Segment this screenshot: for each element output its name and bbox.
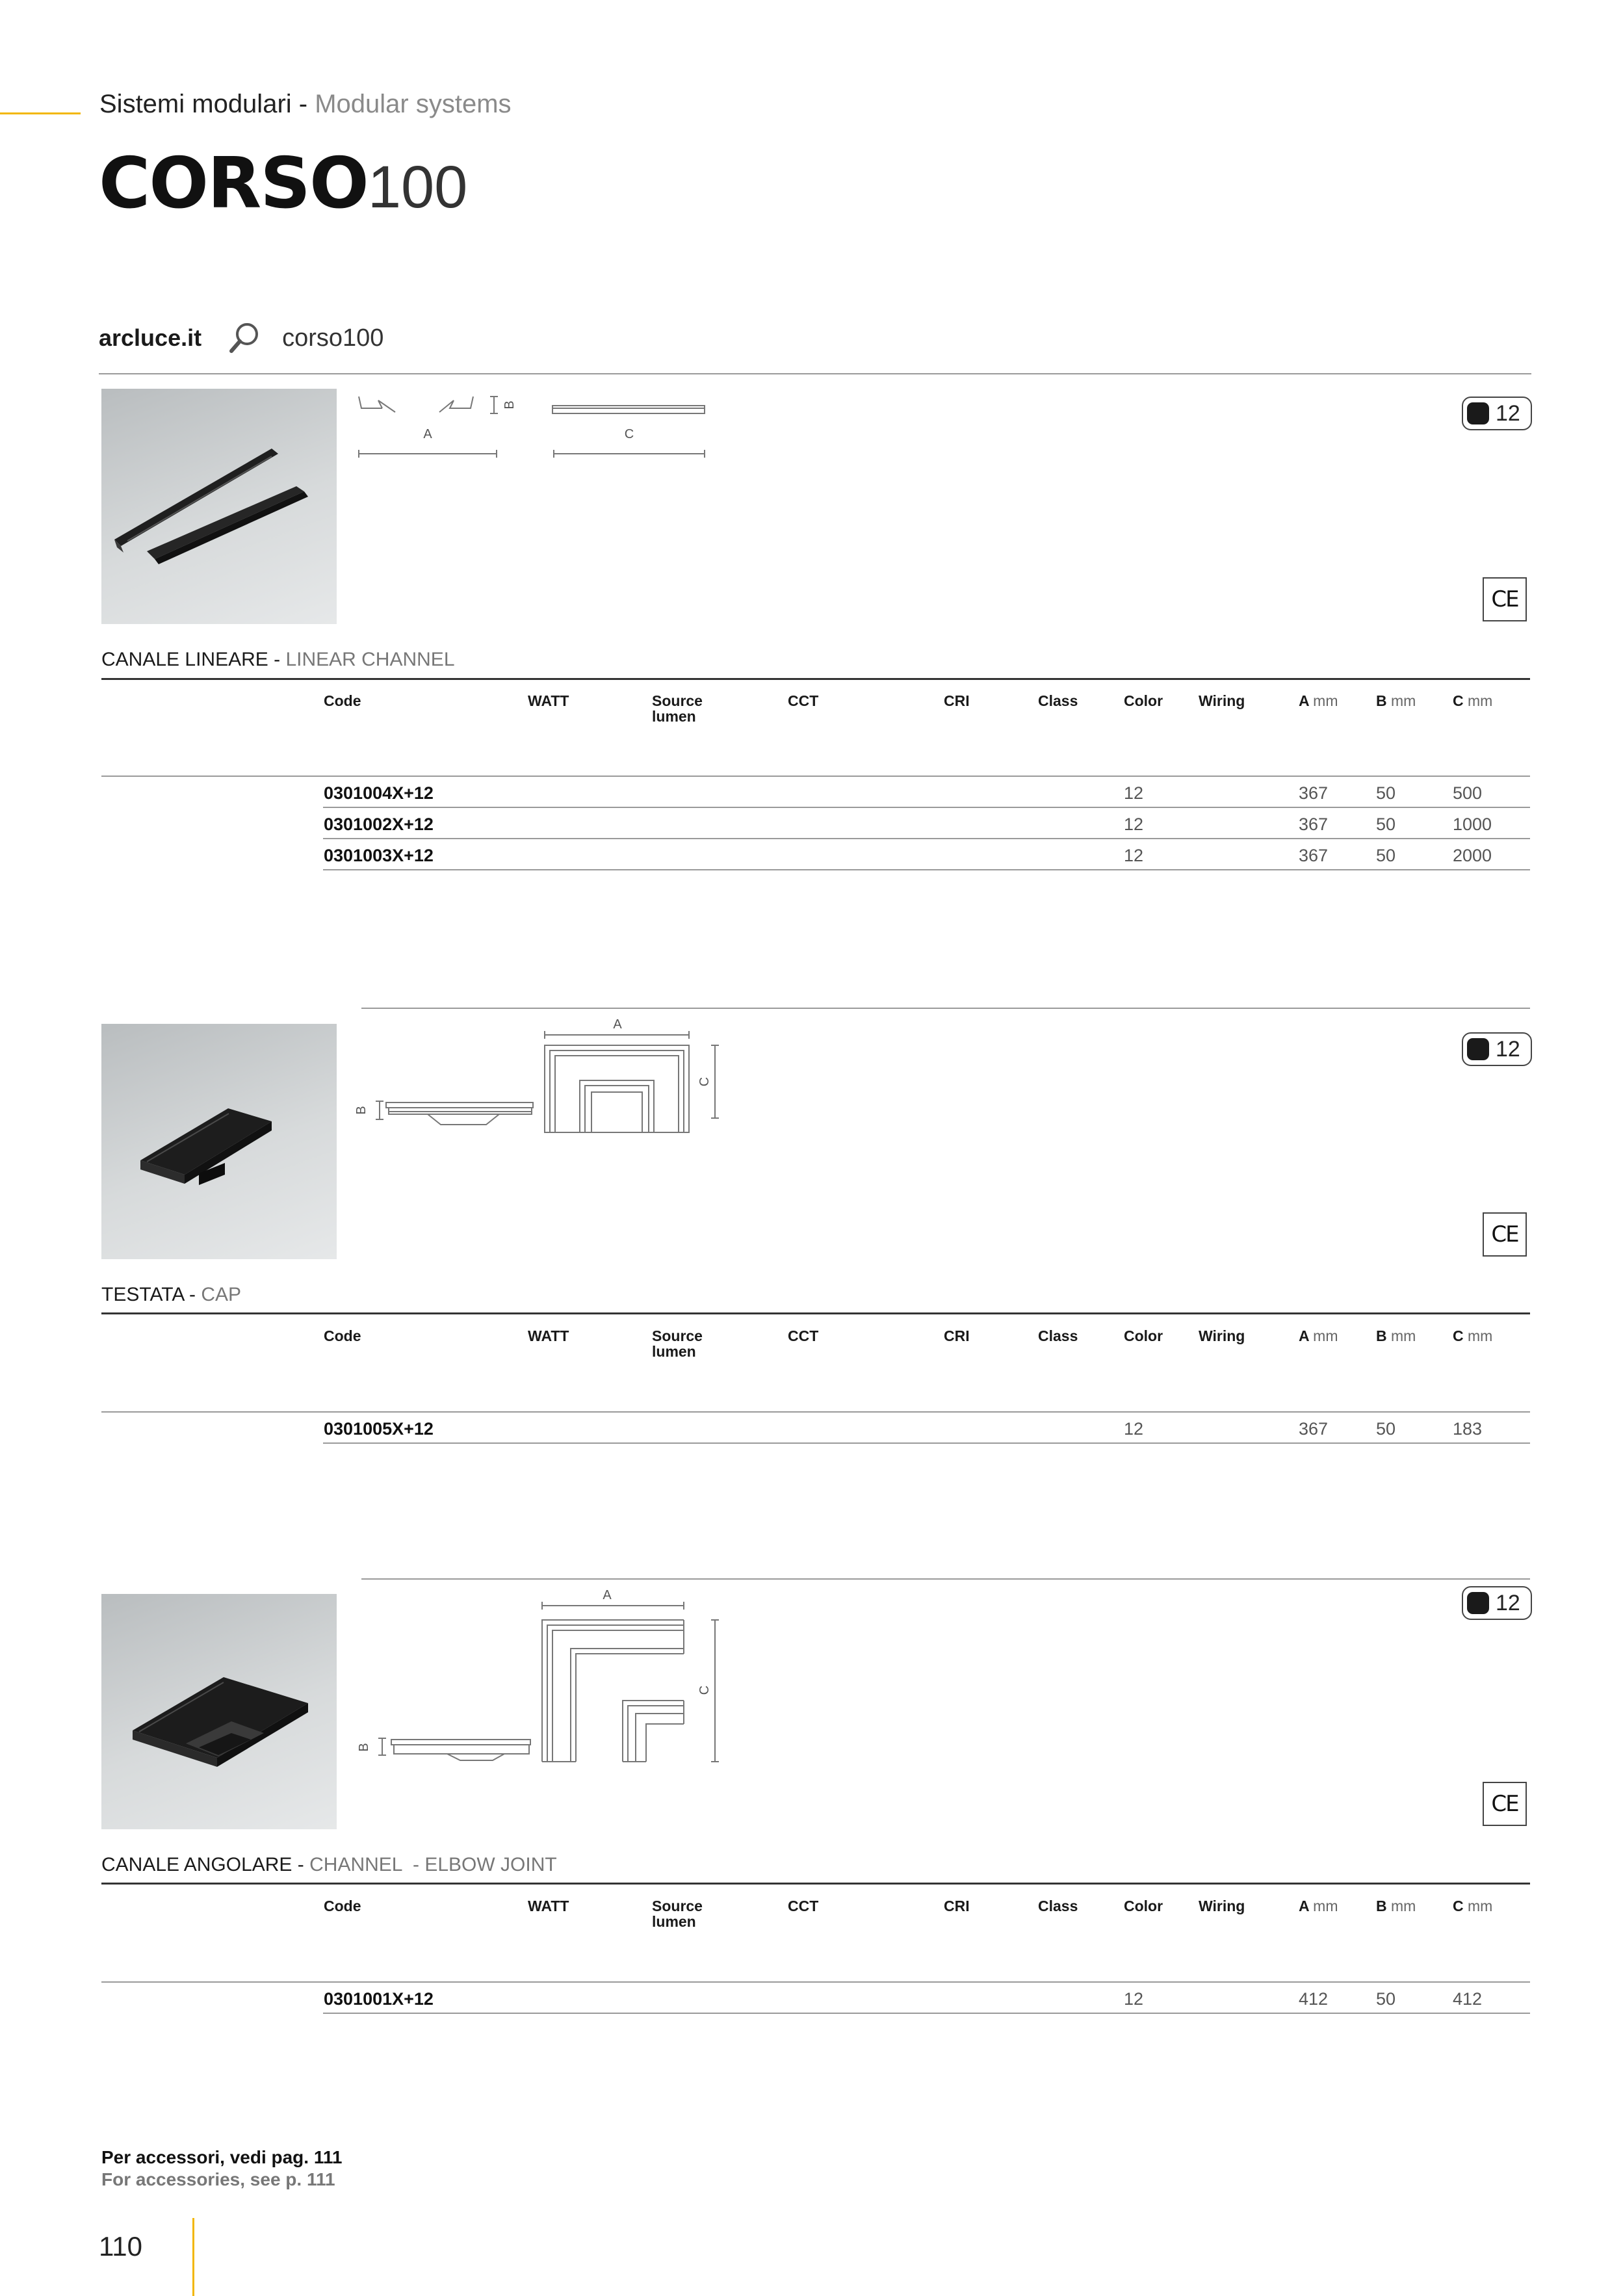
- row-color: 12: [1124, 783, 1144, 803]
- col-a-letter: A: [1299, 692, 1309, 709]
- row-c: 183: [1453, 1419, 1483, 1439]
- col-source-lumen: [652, 1328, 703, 1359]
- row-code: 0301002X+12: [324, 815, 434, 834]
- row-color: 12: [1124, 1989, 1144, 2009]
- col-wiring: Wiring: [1199, 692, 1245, 709]
- col-b-unit: mm: [1391, 1327, 1416, 1344]
- dim-label-a: A: [423, 427, 432, 441]
- row-a: 367: [1299, 846, 1329, 865]
- col-cct: CCT: [788, 1327, 819, 1344]
- col-color: Color: [1124, 1898, 1163, 1914]
- product-name: CORSO: [99, 143, 368, 224]
- col-source-lumen-2: lumen: [652, 708, 696, 725]
- color-badge-number: 12: [1496, 1590, 1520, 1615]
- col-source-lumen-1: Source: [652, 1327, 703, 1344]
- label-separator: -: [183, 1284, 201, 1305]
- col-b-letter: B: [1376, 1327, 1387, 1344]
- label-separator: -: [268, 649, 286, 670]
- ce-mark-text: CE: [1491, 1221, 1518, 1247]
- header-accent-line: [0, 112, 81, 114]
- technical-drawing-linear-channel: [356, 391, 707, 460]
- product-photo-linear-channel: [101, 389, 337, 624]
- color-badge-number: 12: [1496, 1036, 1520, 1062]
- section-label-it: CANALE LINEARE: [101, 649, 268, 670]
- col-b: [1376, 1898, 1416, 1914]
- site-link[interactable]: arcluce.it: [99, 324, 202, 351]
- section-label: [101, 649, 455, 671]
- section-divider: [101, 1312, 1530, 1314]
- col-wiring: Wiring: [1199, 1898, 1245, 1914]
- col-cct: CCT: [788, 1898, 819, 1914]
- color-badge: [1462, 1586, 1532, 1620]
- dim-label-c: C: [697, 1685, 712, 1695]
- col-c-unit: mm: [1468, 692, 1493, 709]
- row-divider: [323, 838, 1530, 839]
- section-top-divider: [361, 1578, 1530, 1580]
- ce-mark-icon: [1483, 577, 1527, 621]
- row-a: 367: [1299, 783, 1329, 803]
- col-c-unit: mm: [1468, 1898, 1493, 1914]
- dim-label-a: A: [603, 1588, 612, 1602]
- row-color: 12: [1124, 846, 1144, 865]
- col-a: [1299, 1898, 1338, 1914]
- color-swatch-icon: [1467, 1038, 1489, 1060]
- col-watt: WATT: [528, 1327, 569, 1344]
- row-c: 2000: [1453, 846, 1492, 865]
- search-icon[interactable]: [226, 320, 263, 356]
- row-divider: [323, 869, 1530, 870]
- cap-render: [101, 1024, 337, 1259]
- color-badge-number: 12: [1496, 400, 1520, 426]
- section-label-en: CAP: [201, 1284, 242, 1305]
- col-watt: WATT: [528, 692, 569, 709]
- col-source-lumen: [652, 693, 703, 724]
- dim-label-b: B: [502, 400, 517, 410]
- row-b: 50: [1376, 1419, 1396, 1439]
- row-color: 12: [1124, 1419, 1144, 1439]
- col-b-letter: B: [1376, 1898, 1387, 1914]
- row-c: 412: [1453, 1989, 1483, 2009]
- category-title: [99, 90, 512, 119]
- col-c-letter: C: [1453, 1327, 1464, 1344]
- section-label-it: CANALE ANGOLARE: [101, 1854, 292, 1875]
- col-source-lumen: [652, 1898, 703, 1929]
- dim-label-c: C: [624, 427, 634, 441]
- col-code: Code: [324, 1327, 361, 1344]
- accessories-note-en: For accessories, see p. 111: [101, 2169, 335, 2189]
- section-divider: [101, 1883, 1530, 1885]
- row-code: 0301005X+12: [324, 1419, 434, 1439]
- col-c-letter: C: [1453, 692, 1464, 709]
- col-code: Code: [324, 1898, 361, 1914]
- col-b-letter: B: [1376, 692, 1387, 709]
- col-b: [1376, 693, 1416, 709]
- col-c: [1453, 693, 1492, 709]
- dim-label-c: C: [697, 1076, 712, 1087]
- technical-drawing-elbow-joint: [356, 1588, 733, 1769]
- col-c: [1453, 1898, 1492, 1914]
- section-top-divider: [361, 1008, 1530, 1009]
- dim-label-b: B: [357, 1743, 371, 1752]
- col-c-unit: mm: [1468, 1327, 1493, 1344]
- col-code: Code: [324, 692, 361, 709]
- category-en: Modular systems: [315, 90, 512, 118]
- dim-label-a: A: [613, 1017, 622, 1032]
- col-source-lumen-2: lumen: [652, 1913, 696, 1930]
- row-a: 412: [1299, 1989, 1329, 2009]
- row-divider: [323, 1442, 1530, 1444]
- ce-mark-icon: [1483, 1212, 1527, 1257]
- elbow-joint-render: [101, 1594, 337, 1829]
- page-number: 110: [99, 2231, 142, 2262]
- product-photo-cap: [101, 1024, 337, 1259]
- divider: [99, 373, 1531, 374]
- ce-mark-icon: [1483, 1782, 1527, 1826]
- label-separator: -: [292, 1854, 310, 1875]
- col-a-unit: mm: [1313, 1327, 1338, 1344]
- row-c: 1000: [1453, 815, 1492, 834]
- col-b-unit: mm: [1391, 1898, 1416, 1914]
- row-code: 0301003X+12: [324, 846, 434, 865]
- col-b: [1376, 1328, 1416, 1344]
- col-color: Color: [1124, 692, 1163, 709]
- col-cct: CCT: [788, 692, 819, 709]
- row-divider: [323, 2013, 1530, 2014]
- row-b: 50: [1376, 1989, 1396, 2009]
- product-photo-elbow-joint: [101, 1594, 337, 1829]
- row-b: 50: [1376, 783, 1396, 803]
- category-separator: -: [291, 90, 315, 118]
- col-cri: CRI: [944, 692, 970, 709]
- col-a-unit: mm: [1313, 692, 1338, 709]
- category-it: Sistemi modulari: [99, 90, 292, 118]
- section-divider: [101, 678, 1530, 680]
- footer-accent-line: [192, 2218, 194, 2296]
- col-source-lumen-1: Source: [652, 1898, 703, 1914]
- color-swatch-icon: [1467, 402, 1489, 424]
- col-watt: WATT: [528, 1898, 569, 1914]
- col-class: Class: [1038, 692, 1078, 709]
- col-c-letter: C: [1453, 1898, 1464, 1914]
- col-cri: CRI: [944, 1898, 970, 1914]
- col-class: Class: [1038, 1898, 1078, 1914]
- col-source-lumen-2: lumen: [652, 1343, 696, 1360]
- row-b: 50: [1376, 815, 1396, 834]
- row-code: 0301004X+12: [324, 783, 434, 803]
- row-divider: [323, 807, 1530, 808]
- section-label: [101, 1284, 241, 1306]
- search-row: [99, 319, 383, 358]
- accessories-note-it: Per accessori, vedi pag. 111: [101, 2147, 343, 2167]
- col-wiring: Wiring: [1199, 1327, 1245, 1344]
- row-a: 367: [1299, 1419, 1329, 1439]
- row-a: 367: [1299, 815, 1329, 834]
- section-label-en: LINEAR CHANNEL: [285, 649, 455, 670]
- section-label-it: TESTATA: [101, 1284, 184, 1305]
- col-a: [1299, 693, 1338, 709]
- linear-channel-render: [101, 389, 337, 624]
- section-label-en: CHANNEL - ELBOW JOINT: [309, 1854, 557, 1875]
- color-badge: [1462, 397, 1532, 430]
- table-header-divider: [101, 1981, 1530, 1983]
- col-cri: CRI: [944, 1327, 970, 1344]
- col-a: [1299, 1328, 1338, 1344]
- row-code: 0301001X+12: [324, 1989, 434, 2009]
- col-color: Color: [1124, 1327, 1163, 1344]
- row-color: 12: [1124, 815, 1144, 834]
- row-b: 50: [1376, 846, 1396, 865]
- table-header-divider: [101, 776, 1530, 777]
- ce-mark-text: CE: [1491, 1791, 1518, 1817]
- col-b-unit: mm: [1391, 692, 1416, 709]
- search-term[interactable]: corso100: [282, 324, 384, 352]
- table-header-divider: [101, 1411, 1530, 1413]
- col-a-letter: A: [1299, 1898, 1309, 1914]
- col-a-letter: A: [1299, 1327, 1309, 1344]
- section-label: [101, 1854, 557, 1876]
- color-badge: [1462, 1032, 1532, 1066]
- col-c: [1453, 1328, 1492, 1344]
- product-model: 100: [367, 154, 468, 220]
- technical-drawing-cap: [354, 1017, 733, 1132]
- ce-mark-text: CE: [1491, 586, 1518, 612]
- dim-label-b: B: [354, 1106, 369, 1115]
- col-source-lumen-1: Source: [652, 692, 703, 709]
- row-c: 500: [1453, 783, 1483, 803]
- color-swatch-icon: [1467, 1592, 1489, 1614]
- col-a-unit: mm: [1313, 1898, 1338, 1914]
- col-class: Class: [1038, 1327, 1078, 1344]
- product-title: [99, 143, 468, 224]
